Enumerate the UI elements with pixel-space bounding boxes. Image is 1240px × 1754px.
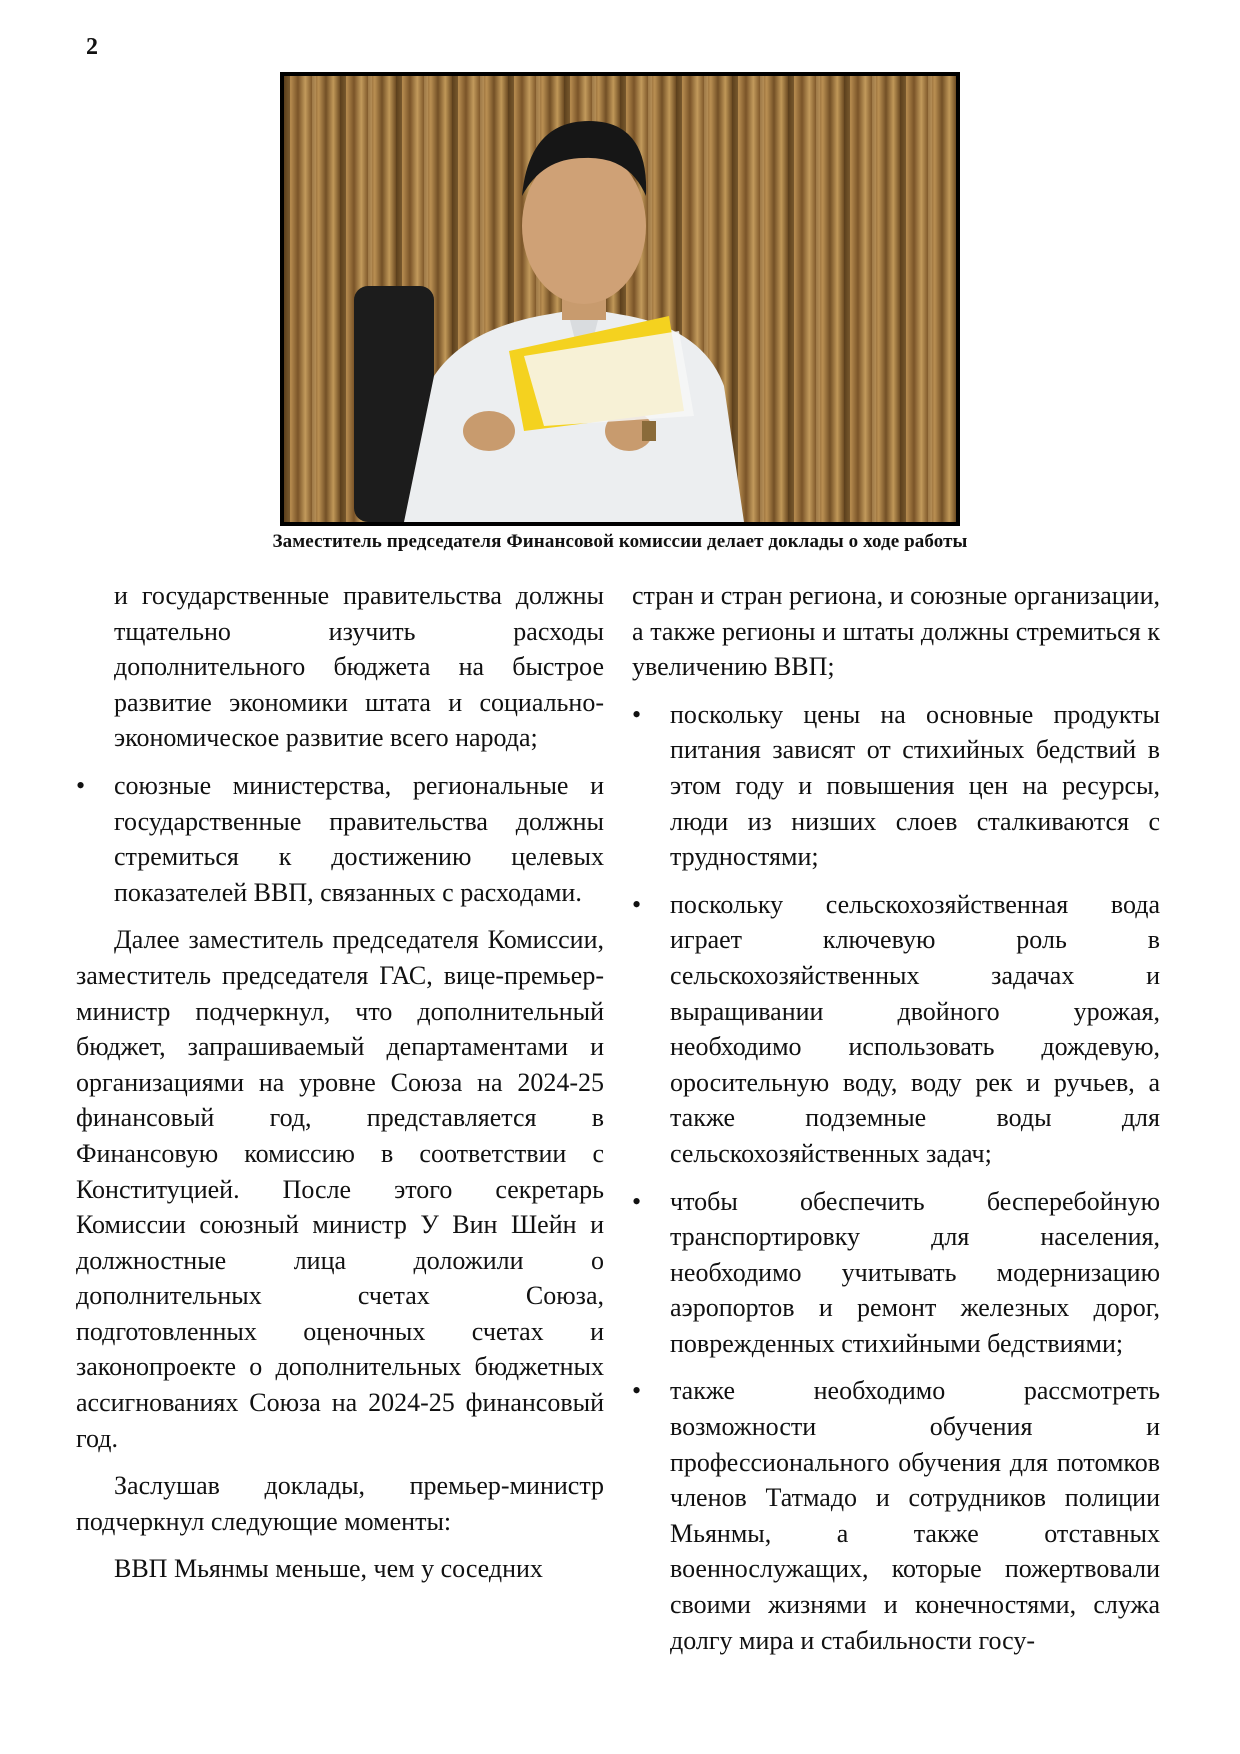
list-item bbox=[632, 697, 1160, 875]
left-column bbox=[76, 578, 604, 1599]
photo-caption: Заместитель председателя Финансовой комиссии делает доклады о ходе работы bbox=[272, 531, 968, 552]
list-item-text: поскольку цены на основные продукты питания зависят от стихийных бедствий в этом году и повышения цен на ресурсы, люди из низших слоев сталкиваются с трудностями; bbox=[670, 699, 1160, 872]
list-item-text: чтобы обеспечить бесперебойную транспортировку для населения, необходимо учитывать модернизацию аэропортов и ремонт железных дорог, поврежденных стихийными бедствиями; bbox=[670, 1186, 1160, 1358]
bullet-icon: • bbox=[632, 1186, 642, 1216]
list-item bbox=[76, 768, 604, 910]
list-item-text: поскольку сельскохозяйственная вода играет ключевую роль в сельскохозяйственных задачах и выращивании двойного урожая, необходимо использовать дождевую, оросительную воду, воду рек и ручьев, а также подземные воды для сельскохозяйственных задач; bbox=[670, 889, 1160, 1168]
news-photo bbox=[280, 72, 960, 526]
bullet-icon: • bbox=[632, 1376, 642, 1406]
bullet-list bbox=[632, 697, 1160, 1658]
paragraph: ВВП Мьянмы меньше, чем у соседних bbox=[114, 1554, 543, 1584]
right-column bbox=[632, 578, 1160, 1670]
bullet-icon: • bbox=[76, 770, 86, 800]
list-item bbox=[632, 887, 1160, 1172]
bullet-list bbox=[76, 768, 604, 910]
bullet-icon: • bbox=[632, 699, 642, 729]
bullet-icon: • bbox=[632, 889, 642, 919]
page-number: 2 bbox=[86, 34, 98, 60]
list-item bbox=[632, 1373, 1160, 1658]
news-photo-image bbox=[284, 76, 956, 522]
paragraph-continuation: стран и стран региона, и союзные организации, а также регионы и штаты должны стремиться к увеличению ВВП; bbox=[632, 581, 1160, 682]
list-item-text: также необходимо рассмотреть возможности обучения и профессионального обучения для потомков членов Татмадо и сотрудников полиции Мьянмы, а также отставных военнослужащих, которые пожертвовали своими жизнями и конечностями, служа долгу мира и стабильности госу- bbox=[670, 1376, 1160, 1655]
paragraph-continuation: и государственные правительства должны тщательно изучить расходы дополнительного бюджета на быстрое развитие экономики штата и социально-экономическое развитие всего народа; bbox=[114, 581, 604, 753]
paragraph: Далее заместитель председателя Комиссии, заместитель председателя ГАС, вице-премьер-министр подчеркнул, что дополнительный бюджет, запрашиваемый департаментами и организациями на уровне Союза на 2024-25 финансовый год, представляется в Финансовую комиссию в соответствии с Конституцией. После этого секретарь Комиссии союзный министр У Вин Шейн и должностные лица доложили о дополнительных счетах Союза, подготовленных оценочных счетах и законопроекте о дополнительных бюджетных ассигнованиях Союза на 2024-25 финансовый год. bbox=[76, 925, 604, 1453]
paragraph: Заслушав доклады, премьер-министр подчеркнул следующие моменты: bbox=[76, 1471, 604, 1536]
list-item bbox=[632, 1184, 1160, 1362]
list-item-text: союзные министерства, региональные и государственные правительства должны стремиться к достижению целевых показателей ВВП, связанных с расходами. bbox=[114, 770, 604, 907]
